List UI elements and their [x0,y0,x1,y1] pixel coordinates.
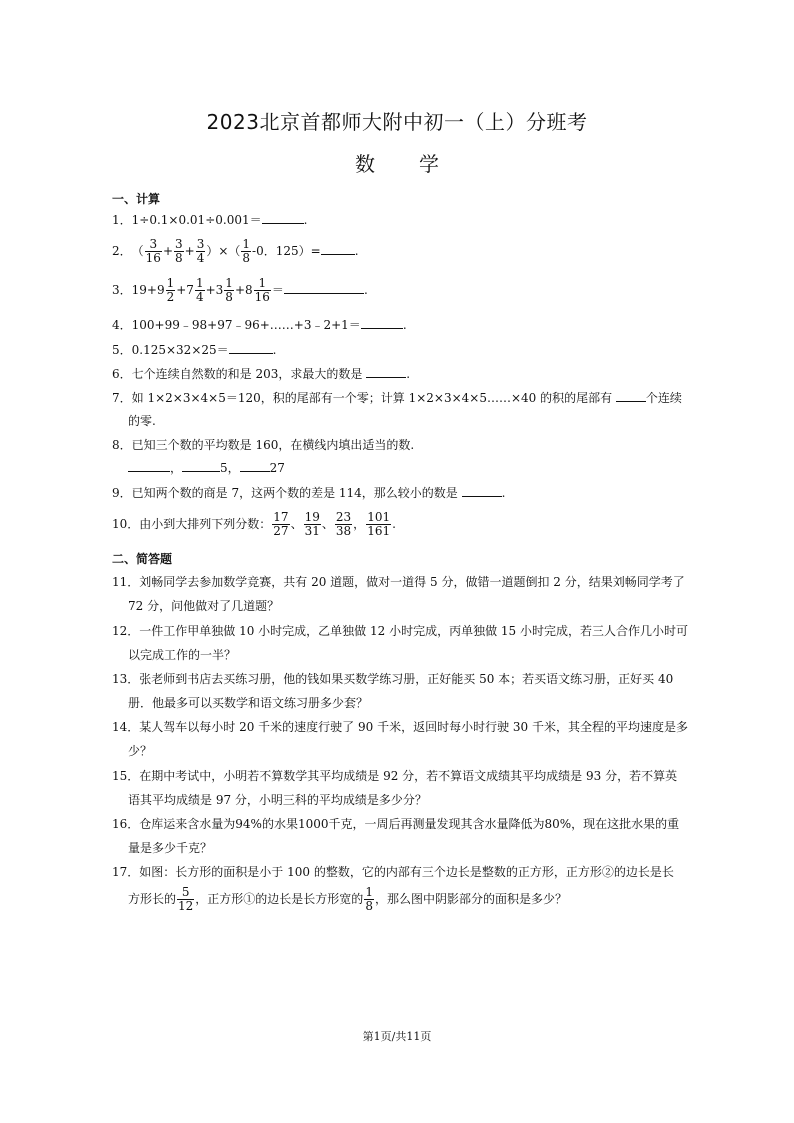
operator: ）×（ [206,244,241,258]
fraction-denominator: 16 [254,290,270,304]
question-text: 由小到大排列下列分数： [139,517,272,531]
question-text-part: ，那么图中阴影部分的面积是多少？ [374,892,567,906]
page-footer: 第1页/共11页 [362,1030,432,1043]
question-8 [112,436,692,454]
subject-char-2: 学 [419,152,439,176]
question-number: 6． [112,367,132,381]
question-text: 仓库运来含水量为94%的水果1000千克，一周后再测量发现其含水量降低为80%，现在这批水果的重 [139,817,680,831]
question-6 [112,365,692,383]
question-text: 某人驾车以每小时 20 千米的速度行驶了 90 千米，返回时每小时行驶 30 千米，其全程的平均速度是多 [139,720,688,734]
expression-part: +7 [176,283,194,297]
question-12 [112,622,692,640]
question-number: 15． [112,769,140,783]
question-number: 8． [112,438,132,452]
fraction [174,238,184,265]
fraction [335,511,352,538]
fraction-denominator: 27 [273,524,289,538]
fraction-denominator: 8 [225,290,233,304]
question-text: 刘畅同学去参加数学竞赛，共有 20 道题，做对一道得 5 分，做错一道题倒扣 2 分，结果刘畅同学考了 [139,575,685,589]
punctuation: . [501,486,506,500]
subject-char-1: 数 [355,152,375,176]
fraction [241,238,251,265]
question-number: 16． [112,817,140,831]
page-title: 2023北京首都师大附中初一（上）分班考 [206,110,588,134]
fraction-denominator: 31 [304,524,320,538]
answer-blank [182,459,220,472]
given-value: 27 [269,461,285,475]
fraction-numerator: 1 [195,276,204,290]
separator: ， [353,517,366,531]
punctuation: . [272,343,277,357]
answer-blank [240,459,270,472]
operator: + [184,244,195,258]
question-13 [112,670,692,688]
question-11-line-2: 72 分，问他做对了几道题？ [128,599,280,613]
answer-blank [366,365,406,378]
fraction [177,886,194,913]
question-number: 13． [112,672,140,686]
fraction-numerator: 1 [365,885,373,899]
answer-blank [128,459,170,472]
fraction [195,277,205,304]
question-12-line-2: 以完成工作的一半？ [128,648,237,662]
expression-part: +3 [205,283,224,297]
fraction-numerator: 17 [273,510,289,524]
expression-part: 19+9 [131,283,165,297]
separator: 、 [290,517,303,531]
question-7-line-2: 的零. [128,414,156,428]
fraction-denominator: 38 [335,524,352,538]
answer-blank [321,242,355,255]
fraction-numerator: 3 [175,237,183,251]
question-2 [112,238,692,265]
answer-blank [462,484,502,497]
question-text-part: 方形长的 [128,892,177,906]
question-number: 11． [112,575,140,589]
fraction-numerator: 101 [367,510,391,524]
fraction [166,277,176,304]
fraction-denominator: 12 [178,899,194,913]
fraction-denominator: 4 [195,290,204,304]
fraction [272,511,289,538]
fraction [304,511,321,538]
question-text: 如图：长方形的面积是小于 100 的整数，它的内部有三个边长是整数的正方形，正方形②的边长是长 [139,865,674,879]
question-text: 已知三个数的平均数是 160，在横线内填出适当的数. [131,438,415,452]
question-17 [112,863,692,881]
question-text: 100+99﹣98+97﹣96+……+3﹣2+1＝ [131,318,361,332]
fraction [196,238,206,265]
fraction-denominator: 8 [365,899,373,913]
question-number: 3． [112,283,132,297]
question-number: 14． [112,720,140,734]
answer-blank [262,211,304,224]
question-number: 10． [112,517,140,531]
fraction [145,238,162,265]
punctuation: . [406,367,411,381]
answer-blank [616,389,646,402]
fraction-denominator: 4 [196,251,205,265]
section-heading-short-answer: 二、简答题 [112,552,173,566]
question-text-part: ，正方形①的边长是长方形宽的 [195,892,364,906]
operator: + [162,244,173,258]
question-8-blanks [128,459,692,477]
given-value: 5， [220,461,240,475]
subject-title [0,148,794,177]
question-text: 在期中考试中，小明若不算数学其平均成绩是 92 分，若不算语文成绩其平均成绩是 93 分，若不算英 [139,769,678,783]
punctuation: . [363,283,368,297]
question-number: 5． [112,343,132,357]
question-number: 9． [112,486,132,500]
answer-blank [229,341,273,354]
question-number: 4． [112,318,132,332]
question-3 [112,277,692,304]
punctuation: . [392,517,396,531]
fraction-numerator: 3 [149,237,158,251]
question-text-continued: 个连续 [645,391,682,405]
question-text: 七个连续自然数的和是 203，求最大的数是 [131,367,367,381]
fraction-denominator: 8 [175,251,183,265]
fraction-numerator: 19 [304,510,320,524]
question-16-line-2: 量是多少千克？ [128,841,213,855]
expression-tail: -0．125）= [252,244,321,258]
question-11 [112,573,692,591]
fraction-numerator: 5 [181,885,190,899]
question-1 [112,211,692,229]
fraction-denominator: 8 [242,251,251,265]
fraction-numerator: 23 [335,510,352,524]
question-text: 如 1×2×3×4×5＝120，积的尾部有一个零；计算 1×2×3×4×5……×40 的积的尾部有 [131,391,616,405]
fraction-numerator: 1 [225,276,233,290]
section-heading-calculation: 一、计算 [112,192,161,206]
question-number: 2． [112,244,132,258]
fraction-numerator: 1 [166,276,175,290]
fraction-denominator: 16 [145,251,161,265]
question-16 [112,815,692,833]
separator: 、 [321,517,334,531]
answer-blank [284,281,364,294]
question-number: 17． [112,865,140,879]
question-text: 张老师到书店去买练习册，他的钱如果买数学练习册，正好能买 50 本；若买语文练习册，正好买 40 [139,672,674,686]
question-7 [112,389,692,407]
question-text: 已知两个数的商是 7，这两个数的差是 114，那么较小的数是 [131,486,462,500]
fraction-denominator: 2 [166,290,175,304]
expression-part: ＝ [271,283,284,297]
paren: （ [131,244,144,258]
question-17-line-2 [128,886,692,913]
question-13-line-2: 册．他最多可以买数学和语文练习册多少套？ [128,696,369,710]
punctuation: . [402,318,407,332]
separator: ， [170,461,183,475]
fraction [366,511,391,538]
question-text: 0.125×32×25＝ [131,343,229,357]
question-number: 7． [112,391,132,405]
punctuation: . [303,213,308,227]
question-14-line-2: 少？ [128,744,153,758]
punctuation: . [354,244,359,258]
question-14 [112,718,692,736]
question-10 [112,511,692,538]
answer-blank [361,316,403,329]
question-5 [112,341,692,359]
fraction [254,277,271,304]
question-4 [112,316,692,334]
fraction-denominator: 161 [367,524,391,538]
question-text: 一件工作甲单独做 10 小时完成，乙单独做 12 小时完成，丙单独做 15 小时完成，若三人合作几小时可 [139,624,688,638]
fraction-numerator: 3 [196,237,205,251]
expression-part: +8 [234,283,253,297]
question-number: 1． [112,213,132,227]
fraction [364,886,374,913]
fraction-numerator: 1 [242,237,251,251]
question-15-line-2: 语其平均成绩是 97 分，小明三科的平均成绩是多少分？ [128,793,427,807]
question-9 [112,484,692,502]
question-15 [112,767,692,785]
question-number: 12． [112,624,140,638]
fraction-numerator: 1 [258,276,267,290]
fraction [224,277,234,304]
question-text: 1÷0.1×0.01÷0.001＝ [131,213,262,227]
